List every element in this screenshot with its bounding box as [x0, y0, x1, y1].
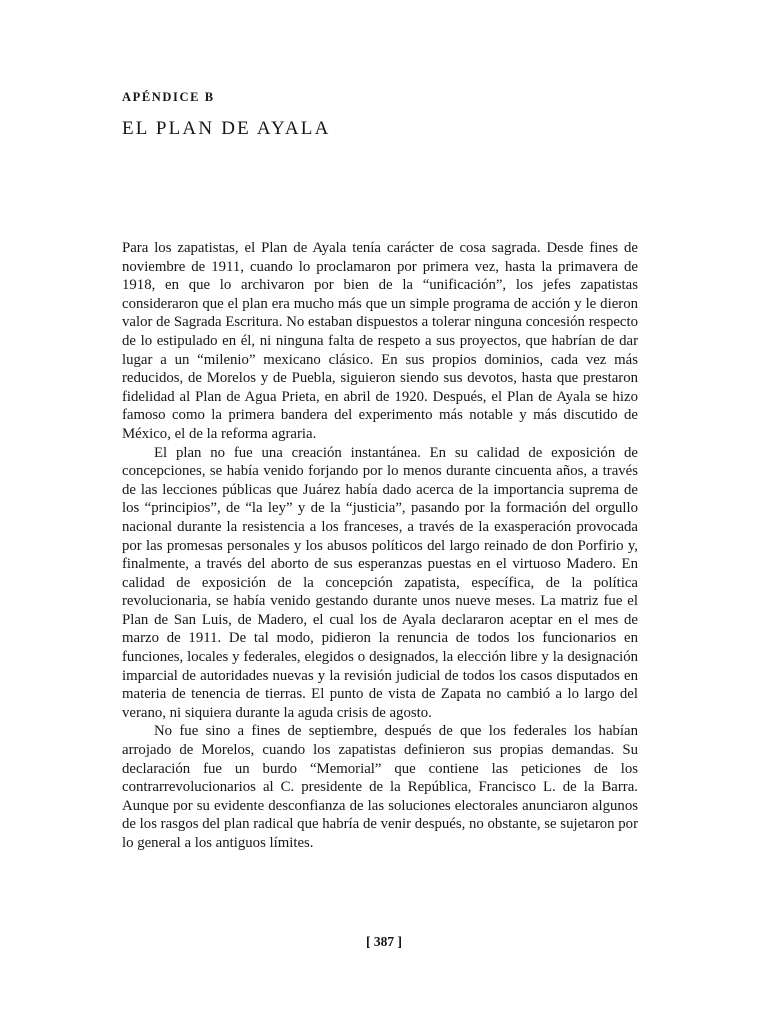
chapter-title: EL PLAN DE AYALA: [122, 118, 331, 139]
paragraph: No fue sino a fines de septiembre, después de que los federales los habían arrojado de Morelos, cuando los zapatistas definieron sus propias demandas. Su declaración fue un burdo “Memorial” que contiene las peticiones de los contrarrevolucionarios al C. presidente de la República, Francisco L. de la Barra. Aunque por su evidente desconfianza de las soluciones electorales anunciaron algunos de los rasgos del plan radical que habría de venir después, no obstante, se sujetaron por lo general a los antiguos límites.: [122, 723, 638, 851]
paragraph: El plan no fue una creación instantánea. En su calidad de exposición de concepciones, se había venido forjando por lo menos durante cincuenta años, a través de las lecciones públicas que Juárez había dado acerca de la importancia suprema de los “principios”, de “la ley” y de la “justicia”, pasando por la formación del orgullo nacional durante la resistencia a los franceses, a través de la exasperación provocada por las promesas personales y los abusos políticos del largo reinado de don Porfirio y, finalmente, a través del aborto de sus esperanzas puestas en el virtuoso Madero. En calidad de exposición de la concepción zapatista, específica, de la política revolucionaria, se había venido gestando durante unos nueve meses. La matriz fue el Plan de San Luis, de Madero, el cual los de Ayala declararon aceptar en el mes de marzo de 1911. De tal modo, pidieron la renuncia de todos los funcionarios en funciones, locales y federales, elegidos o designados, la elección libre y la designación imparcial de autoridades nuevas y la revisión judicial de todos los casos disputados en materia de tenencia de tierras. El punto de vista de Zapata no cambió a lo largo del verano, ni siquiera durante la aguda crisis de agosto.: [122, 444, 638, 721]
page-number: [ 387 ]: [366, 934, 402, 949]
paragraph: Para los zapatistas, el Plan de Ayala tenía carácter de cosa sagrada. Desde fines de noviembre de 1911, cuando lo proclamaron por primera vez, hasta la primavera de 1918, en que lo archivaron por bien de la “unificación”, los jefes zapatistas consideraron que el plan era mucho más que un simple programa de acción y le dieron valor de Sagrada Escritura. No estaban dispuestos a tolerar ninguna concesión respecto de lo estipulado en él, ni ninguna falta de respeto a sus proyectos, que habrían de dar lugar a un “milenio” mexicano clásico. En sus propios dominios, cada vez más reducidos, de Morelos y de Puebla, siguieron siendo sus devotos, hasta que prestaron fidelidad al Plan de Agua Prieta, en abril de 1920. Después, el Plan de Ayala se hizo famoso como la primera bandera del experimento más notable y más discutido de México, el de la reforma agraria.: [122, 240, 638, 442]
body-text: [122, 239, 638, 853]
appendix-label: APÉNDICE B: [122, 90, 215, 104]
